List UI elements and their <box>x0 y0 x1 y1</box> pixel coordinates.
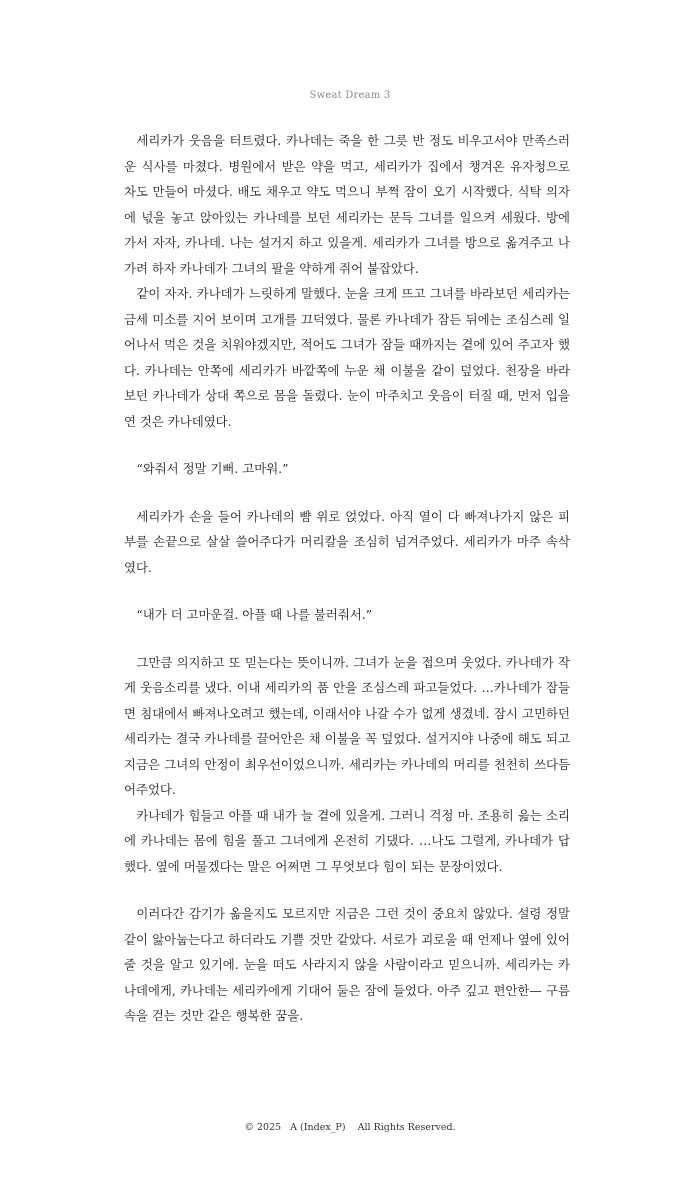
paragraph-5: 카나데가 힘들고 아플 때 내가 늘 곁에 있을게. 그러니 걱정 마. 조용히 읊는 소리에 카나데는 몸에 힘을 풀고 그녀에게 온전히 기댔다. …나도 그럴게, 카나데가 답했다. 옆에 머물겠다는 말은 어쩌면 그 무엇보다 힘이 되는 문장이었다. <box>124 807 570 874</box>
dialogue-1: “와줘서 정말 기뻐. 고마워.” <box>136 461 289 476</box>
story-body <box>124 128 570 1029</box>
paragraph-6: 이러다간 감기가 옮을지도 모르지만 지금은 그런 것이 중요치 않았다. 설령 정말 같이 앓아눕는다고 하더라도 기쁠 것만 같았다. 서로가 괴로울 때 언제나 옆에 있어 줄 것을 알고 있기에. 눈을 떠도 사라지지 않을 사람이라고 믿으니까. 세리카는 카나데에게, 카나데는 세리카에게 기대어 둘은 잠에 들었다. 아주 깊고 편안한— 구름 속을 걷는 것만 같은 행복한 꿈을. <box>124 906 570 1023</box>
section-gap <box>124 434 570 456</box>
section-gap <box>124 628 570 650</box>
paragraph-2: 같이 자자. 카나데가 느릿하게 말했다. 눈을 크게 뜨고 그녀를 바라보던 세리카는 금세 미소를 지어 보이며 고개를 끄덕였다. 물론 카나데가 잠든 뒤에는 조심스레 일어나서 먹은 것을 치워야겠지만, 적어도 그녀가 잠들 때까지는 곁에 있어 주고자 했다. 카나데는 안쪽에 세리카가 바깥쪽에 누운 채 이불을 같이 덮었다. 천장을 바라보던 카나데가 상대 쪽으로 몸을 돌렸다. 눈이 마주치고 웃음이 터질 때, 먼저 입을 연 것은 카나데였다. <box>124 286 570 429</box>
section-gap <box>124 879 570 901</box>
section-gap <box>124 580 570 602</box>
section-gap <box>124 482 570 504</box>
dialogue-2: “내가 더 고마운걸. 아플 때 나를 불러줘서.” <box>136 607 373 622</box>
copyright-footer: © 2025 A (Index_P) All Rights Reserved. <box>244 1122 456 1133</box>
paragraph-1: 세리카가 웃음을 터트렸다. 카나데는 죽을 한 그릇 반 정도 비우고서야 만족스러운 식사를 마쳤다. 병원에서 받은 약을 먹고, 세리카가 집에서 챙겨온 유자청으로 차도 만들어 마셨다. 배도 채우고 약도 먹으니 부쩍 잠이 오기 시작했다. 식탁 의자에 넋을 놓고 앉아있는 카나데를 보던 세리카는 문득 그녀를 일으켜 세웠다. 방에 가서 자자, 카나데. 나는 설거지 하고 있을게. 세리카가 그녀를 방으로 옮겨주고 나가려 하자 카나데가 그녀의 팔을 약하게 쥐어 붙잡았다. <box>124 133 570 276</box>
paragraph-3: 세리카가 손을 들어 카나데의 뺨 위로 얹었다. 아직 열이 다 빠져나가지 않은 피부를 손끝으로 살살 쓸어주다가 머리칼을 조심히 넘겨주었다. 세리카가 마주 속삭였다. <box>124 508 570 575</box>
running-header: Sweat Dream 3 <box>309 90 391 101</box>
paragraph-4: 그만큼 의지하고 또 믿는다는 뜻이니까. 그녀가 눈을 접으며 웃었다. 카나데가 작게 웃음소리를 냈다. 이내 세리카의 품 안을 조심스레 파고들었다. …카나데가 잠들면 침대에서 빠져나오려고 했는데, 이래서야 나갈 수가 없게 생겼네. 잠시 고민하던 세리카는 결국 카나데를 끌어안은 채 이불을 꼭 덮었다. 설거지야 나중에 해도 되고 지금은 그녀의 안정이 최우선이었으니까. 세리카는 카나데의 머리를 천천히 쓰다듬어주었다. <box>124 654 570 797</box>
